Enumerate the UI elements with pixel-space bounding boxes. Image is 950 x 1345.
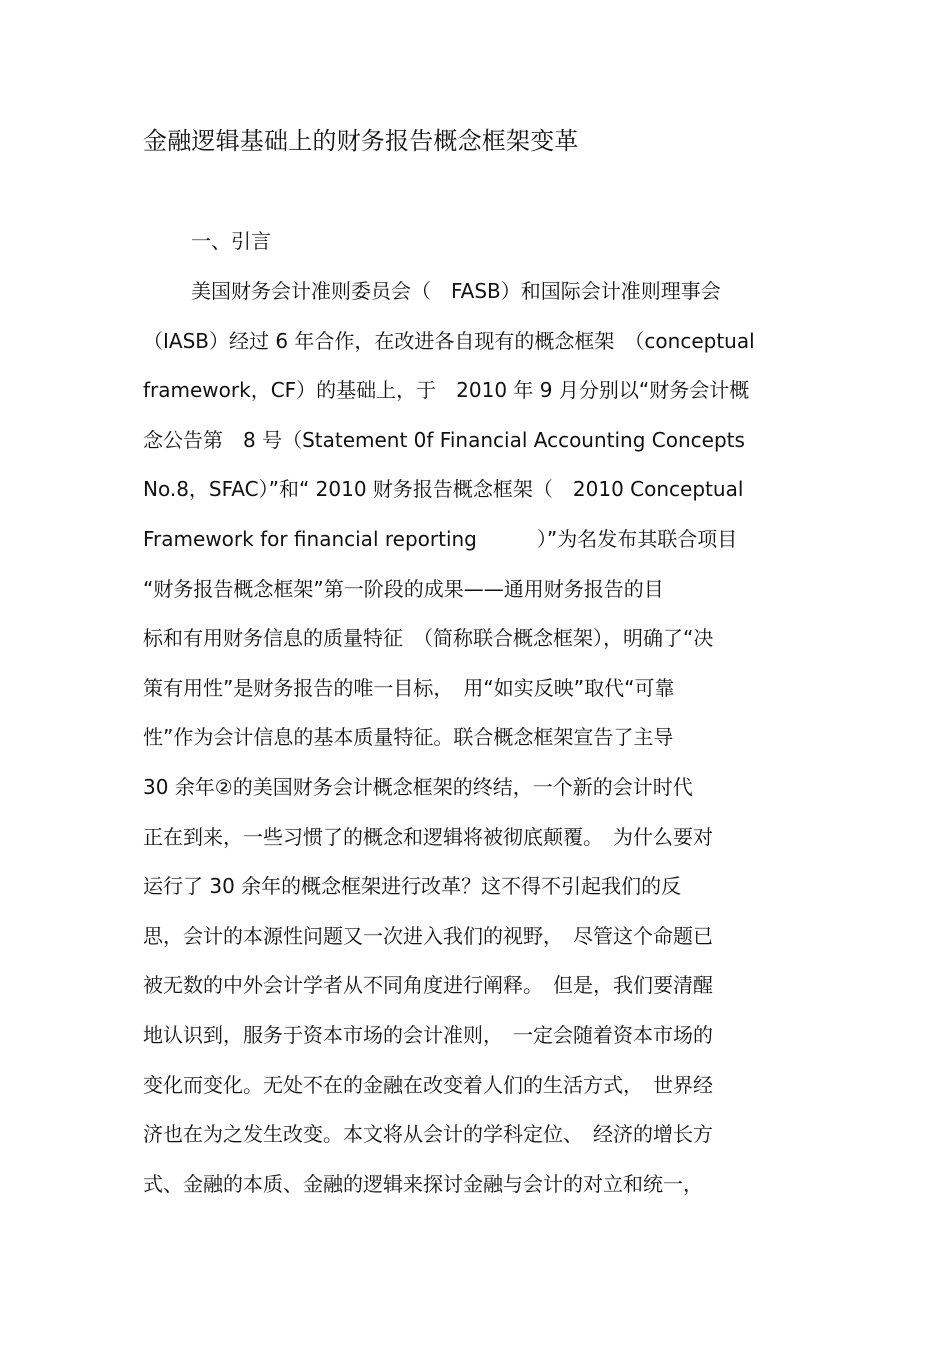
text-line: 30 余年②的美国财务会计概念框架的终结，一个新的会计时代 (143, 774, 693, 799)
page-title: 金融逻辑基础上的财务报告概念框架变革 (143, 127, 579, 155)
text-line: 济也在为之发生改变。本文将从会计的学科定位、 经济的增长方 (143, 1122, 713, 1147)
text-line: 被无数的中外会计学者从不同角度进行阐释。 但是，我们要清醒 (143, 973, 713, 998)
text-line: 式、金融的本质、金融的逻辑来探讨金融与会计的对立和统一， (143, 1171, 703, 1196)
text-line: 正在到来，一些习惯了的概念和逻辑将被彻底颠覆。 为什么要对 (143, 824, 713, 849)
text-line: No.8，SFAC）”和“ 2010 财务报告概念框架（ 2010 Conceptual (143, 477, 744, 502)
text-line: 美国财务会计准则委员会（ FASB）和国际会计准则理事会 (191, 279, 721, 303)
text-line: 思，会计的本源性问题又一次进入我们的视野， 尽管这个命题已 (143, 923, 713, 948)
text-line: 念公告第 8 号（Statement 0f Financial Accounting Concepts (143, 427, 745, 452)
text-line: 性”作为会计信息的基本质量特征。联合概念框架宣告了主导 (143, 725, 674, 750)
text-line: 标和有用财务信息的质量特征 （简称联合概念框架），明确了“决 (143, 626, 714, 651)
body-paragraph (143, 276, 823, 1218)
text-line: 策有用性”是财务报告的唯一目标， 用“如实反映”取代“可靠 (143, 675, 675, 700)
text-line: 变化而变化。无处不在的金融在改变着人们的生活方式， 世界经 (143, 1072, 713, 1097)
text-line: framework，CF）的基础上，于 2010 年 9 月分别以“财务会计概 (143, 378, 750, 403)
text-line: Framework for financial reporting ）”为名发布其联合项目 (143, 526, 738, 551)
text-line: “财务报告概念框架”第一阶段的成果——通用财务报告的目 (143, 576, 664, 601)
text-line: （IASB）经过 6 年合作，在改进各自现有的概念框架 （conceptual (143, 328, 755, 353)
text-line: 运行了 30 余年的概念框架进行改革？这不得不引起我们的反 (143, 874, 682, 899)
section-heading: 一、引言 (191, 229, 271, 253)
text-line: 地认识到，服务于资本市场的会计准则， 一定会随着资本市场的 (143, 1022, 713, 1047)
